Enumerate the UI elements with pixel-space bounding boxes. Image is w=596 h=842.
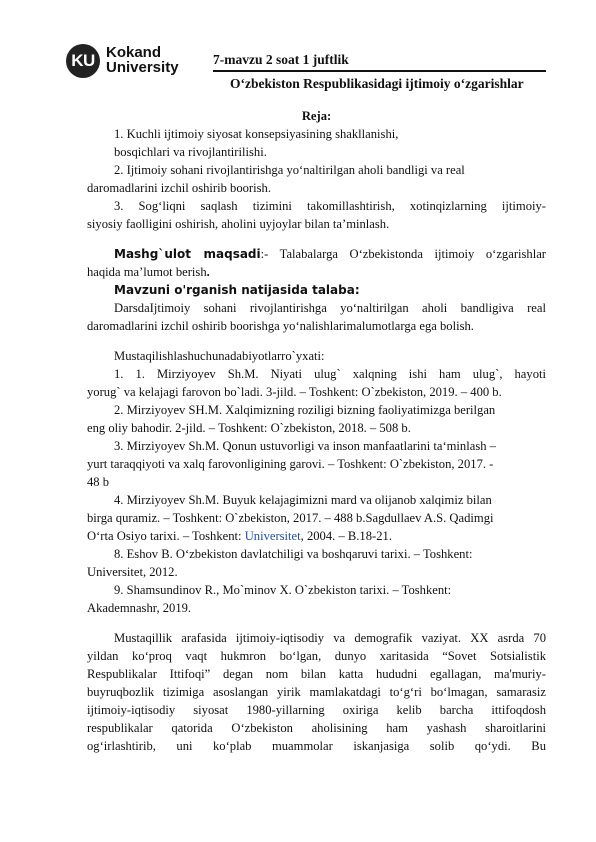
body-paragraph-line-4: buyruqbozlik tizimiga asoslangan yirik mamlakatdagi to‘g‘ri bo‘lmagan, samarasiz [87,685,546,699]
university-logo-icon: KU [66,44,100,78]
plan-heading: Reja: [301,109,332,123]
outcome-text-cont: daromadlarini izchil oshirib boorishga yo‘nalishlarimalumotlarga ega bolish. [87,319,474,333]
document-body [87,107,546,755]
reference-9-cont: Akademnashr, 2019. [87,601,192,615]
body-paragraph-line-7: og‘irlashtirib, uni ko‘plab muammolar iskanjasiga solib qo‘ydi. Bu [87,739,546,753]
outcome-text: DarsdaIjtimoiy sohani rivojlantirishga yo‘naltirilgan aholi bandligiva real [114,301,546,315]
reference-2: 2. Mirziyoyev SH.M. Xalqimizning roziligi bizning faoliyatimizga berilgan [114,403,496,417]
page-header [0,0,596,110]
plan-item-3-cont: siyosiy faolligini oshirish, aholini uyjoylar bilan ta’minlash. [87,217,390,231]
plan-item-3: 3. Sog‘liqni saqlash tizimini takomillashtirish, xotinqizlarning ijtimoiy- [114,199,546,213]
body-paragraph-line-1: Mustaqillik arafasida ijtimoiy-iqtisodiy va demografik vaziyat. XX asrda 70 [114,631,546,645]
plan-item-1-cont: bosqichlari va rivojlantirilishi. [114,145,267,159]
literature-heading: Mustaqilishlashuchunadabiyotlarro`yxati: [114,349,325,363]
plan-item-2: 2. Ijtimoiy sohani rivojlantirishga yo‘naltirilgan aholi bandligi va real [114,163,465,177]
body-paragraph-line-6: respublikalar qatorida O‘zbekiston aholisining ham yashash sharoitlarini [87,721,546,735]
reference-3: 3. Mirziyoyev Sh.M. Qonun ustuvorligi va inson manfaatlarini ta‘minlash – [114,439,496,453]
reference-8: 8. Eshov B. O‘zbekiston davlatchiligi va boshqaruvi tarixi. – Toshkent: [114,547,473,561]
reference-4-cont: birga quramiz. – Toshkent: O`zbekiston, 2017. – 488 b.Sagdullaev A.S. Qadimgi [87,511,494,525]
logo-line-1: Kokand [106,44,162,61]
reference-3-cont: yurt taraqqiyoti va xalq farovonligining garovi. – Toshkent: O`zbekiston, 2017. - [87,457,494,471]
universitet-link[interactable]: Universitet [244,529,301,543]
lesson-goal: Mashg`ulot maqsadi:- Talabalarga O‘zbekistonda ijtimoiy o‘zgarishlar [114,247,546,261]
lesson-goal-cont: haqida ma’lumot berish. [87,265,210,279]
goal-label: Mashg`ulot maqsadi [114,247,261,261]
body-paragraph-line-2: yildan ko‘proq vaqt hukmron bo‘lgan, dunyo xaritasida “Sovet Sotsialistik [87,649,546,663]
university-logo-text [106,45,179,75]
reference-3-cont2: 48 b [87,475,110,489]
plan-item-1: 1. Kuchli ijtimoiy siyosat konsepsiyasining shakllanishi, [114,127,399,141]
body-paragraph-line-3: Respublikalar Ittifoqi” degan nom bilan katta hududni egallagan, ma'muriy- [87,667,546,681]
body-paragraph-line-5: ijtimoiy-iqtisodiy siyosat 1980-yillarning oxiriga kelib barcha ittifoqdosh [87,703,546,717]
reference-8-cont: Universitet, 2012. [87,565,178,579]
header-divider [213,70,546,72]
reference-1-cont: yorug` va kelajagi farovon bo`ladi. 3-jild. – Toshkent: O`zbekiston, 2019. – 400 b. [87,385,502,399]
reference-9: 9. Shamsundinov R., Mo`minov X. O`zbekiston tarixi. – Toshkent: [114,583,452,597]
logo-line-2: University [106,59,179,76]
reference-4-cont2: O‘rta Osiyo tarixi. – Toshkent: Universitet, 2004. – B.18-21. [87,529,392,543]
topic-title: O‘zbekiston Respublikasidagi ijtimoiy o‘zgarishlar [230,76,524,91]
reference-4: 4. Mirziyoyev Sh.M. Buyuk kelajagimizni mard va olijanob xalqimiz bilan [114,493,492,507]
lesson-title: 7-mavzu 2 soat 1 juftlik [213,52,349,67]
reference-1: 1. 1. Mirziyoyev Sh.M. Niyati ulug` xalqning ishi ham ulug`, hayoti [114,367,546,381]
outcome-heading: Mavzuni o'rganish natijasida talaba: [114,283,360,297]
plan-item-2-cont: daromadlarini izchil oshirib boorish. [87,181,271,195]
reference-2-cont: eng oliy bahodir. 2-jild. – Toshkent: O`zbekiston, 2018. – 508 b. [87,421,411,435]
